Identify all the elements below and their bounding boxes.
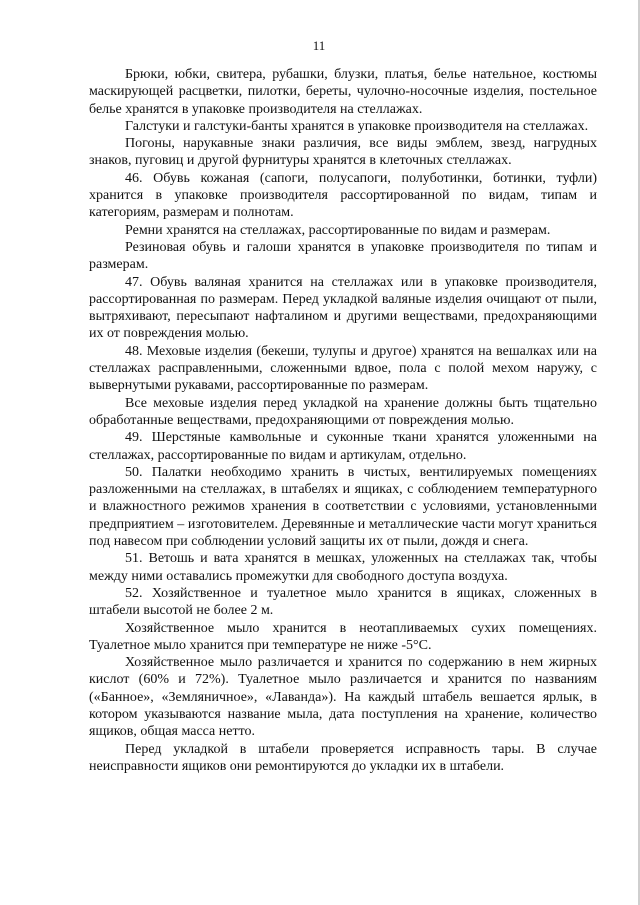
paragraph-soap-types: Хозяйственное мыло различается и хранится по содержанию в нем жирных кислот (60% и 72%). Туалетное мыло различается и хранится по названиям («Банное», «Земляничное», «Лаванда»). На каждый штабель вешается ярлык, в котором указываются название мыла, дата поступления на хранение, количество ящиков, общая масса нетто. [89,655,597,740]
paragraph-46-leather-footwear: 46. Обувь кожаная (сапоги, полусапоги, полуботинки, ботинки, туфли) хранится в упаковке производителя рассортированной по видам, типам и категориям, размерам и полнотам. [89,170,597,221]
document-body [89,66,597,775]
paragraph-50-tents: 50. Палатки необходимо хранить в чистых, вентилируемых помещениях разложенными на стеллажах, в штабелях и ящиках, с соблюдением температурного и влажностного режимов хранения в соответствии с условиями, установленными предприятием – изготовителем. Деревянные и металлические части могут храниться под навесом при соблюдении условий защиты их от пыли, дождя и снега. [89,464,597,550]
page-number: 11 [312,38,326,53]
paragraph-48-fur-items: 48. Меховые изделия (бекеши, тулупы и другое) хранятся на вешалках или на стеллажах расправленными, сложенными вдвое, пола с полой мехом наружу, с вывернутыми рукавами, рассортированные по размерам. [89,343,597,394]
paragraph-ties-storage: Галстуки и галстуки-банты хранятся в упаковке производителя на стеллажах. [125,118,589,134]
paragraph-fur-treatment: Все меховые изделия перед укладкой на хранение должны быть тщательно обработанные веществами, предохраняющими от повреждения молью. [89,395,597,428]
paragraph-container-check: Перед укладкой в штабели проверяется исправность тары. В случае неисправности ящиков они ремонтируются до укладки их в штабели. [89,741,597,774]
paragraph-soap-temperature: Хозяйственное мыло хранится в неотапливаемых сухих помещениях. Туалетное мыло хранится при температуре не ниже -5°С. [89,620,597,653]
paragraph-47-felt-footwear: 47. Обувь валяная хранится на стеллажах или в упаковке производителя, рассортированная по размерам. Перед укладкой валяные изделия очищают от пыли, вытряхивают, пересыпают нафталином и другими веществами, предохраняющими их от повреждения молью. [89,274,597,342]
paragraph-51-rags-cotton: 51. Ветошь и вата хранятся в мешках, уложенных на стеллажах так, чтобы между ними оставались промежутки для свободного доступа воздуха. [89,551,597,584]
paragraph-52-soap: 52. Хозяйственное и туалетное мыло хранится в ящиках, сложенных в штабели высотой не более 2 м. [89,585,597,619]
paragraph-insignia-storage: Погоны, нарукавные знаки различия, все виды эмблем, звезд, нагрудных знаков, пуговиц и другой фурнитуры хранятся в клеточных стеллажах. [89,136,597,169]
paragraph-49-wool-fabrics: 49. Шерстяные камвольные и суконные ткани хранятся уложенными на стеллажах, рассортированные по видам и артикулам, отдельно. [89,430,597,463]
paragraph-belts-storage: Ремни хранятся на стеллажах, рассортированные по видам и размерам. [125,222,551,238]
paragraph-rubber-footwear: Резиновая обувь и галоши хранятся в упаковке производителя по типам и размерам. [89,239,597,273]
paragraph-clothing-storage: Брюки, юбки, свитера, рубашки, блузки, платья, белье нательное, костюмы маскирующей расцветки, пилотки, береты, чулочно-носочные изделия, постельное белье хранятся в упаковке производителя на стеллажах. [89,67,597,117]
